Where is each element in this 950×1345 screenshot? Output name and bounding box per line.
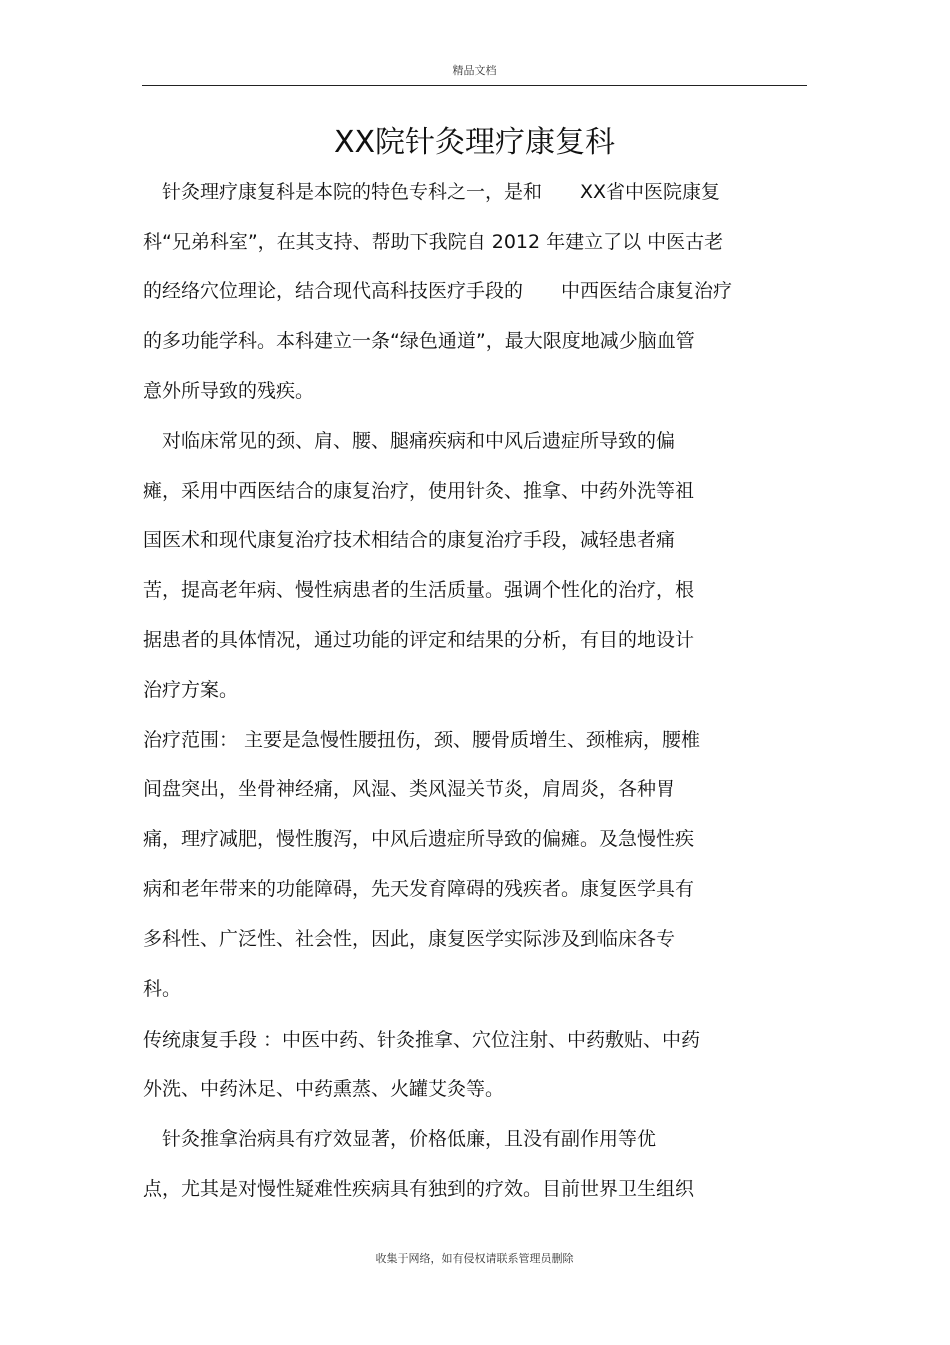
- body-line-2: 科“兄弟科室”，在其支持、帮助下我院自 2012 年建立了以 中医古老: [143, 231, 724, 253]
- body-line-16: 多科性、广泛性、社会性，因此，康复医学实际涉及到临床各专: [143, 928, 676, 950]
- page-footer: 收集于网络，如有侵权请联系管理员删除: [375, 1252, 574, 1265]
- body-line-6: 对临床常见的颈、肩、腰、腿痛疾病和中风后遗症所导致的偏: [143, 430, 676, 452]
- body-line-18: 传统康复手段 ：中医中药、针灸推拿、穴位注射、中药敷贴、中药: [143, 1029, 701, 1051]
- body-line-19: 外洗、中药沐足、中药熏蒸、火罐艾灸等。: [143, 1078, 505, 1100]
- body-line-13: 间盘突出，坐骨神经痛，风湿、类风湿关节炎，肩周炎，各种胃: [143, 778, 676, 800]
- body-line-8: 国医术和现代康复治疗技术相结合的康复治疗手段，减轻患者痛: [143, 529, 676, 551]
- header-divider: [142, 85, 807, 86]
- body-line-15: 病和老年带来的功能障碍，先天发育障碍的残疾者。康复医学具有: [143, 878, 695, 900]
- page-header: 精品文档: [452, 64, 497, 77]
- body-line-1: 针灸理疗康复科是本院的特色专科之一，是和 XX省中医院康复: [143, 181, 721, 203]
- body-line-10: 据患者的具体情况，通过功能的评定和结果的分析，有目的地设计: [143, 629, 695, 651]
- body-line-3: 的经络穴位理论，结合现代高科技医疗手段的 中西医结合康复治疗: [143, 280, 733, 302]
- body-line-21: 点，尤其是对慢性疑难性疾病具有独到的疗效。目前世界卫生组织: [143, 1178, 695, 1200]
- body-line-20: 针灸推拿治病具有疗效显著，价格低廉，且没有副作用等优: [143, 1128, 657, 1150]
- body-line-12: 治疗范围： 主要是急慢性腰扭伤，颈、腰骨质增生、颈椎病，腰椎: [143, 729, 701, 751]
- body-line-4: 的多功能学科。本科建立一条“绿色通道”，最大限度地减少脑血管: [143, 330, 695, 352]
- body-line-5: 意外所导致的残疾。: [143, 380, 315, 402]
- document-title: XX院针灸理疗康复科: [333, 125, 616, 160]
- body-line-11: 治疗方案。: [143, 679, 239, 701]
- body-line-17: 科。: [143, 978, 182, 1000]
- body-line-7: 瘫，采用中西医结合的康复治疗，使用针灸、推拿、中药外洗等祖: [143, 480, 695, 502]
- body-line-9: 苦，提高老年病、慢性病患者的生活质量。强调个性化的治疗，根: [143, 579, 695, 601]
- body-line-14: 痛，理疗减肥，慢性腹泻，中风后遗症所导致的偏瘫。及急慢性疾: [143, 828, 695, 850]
